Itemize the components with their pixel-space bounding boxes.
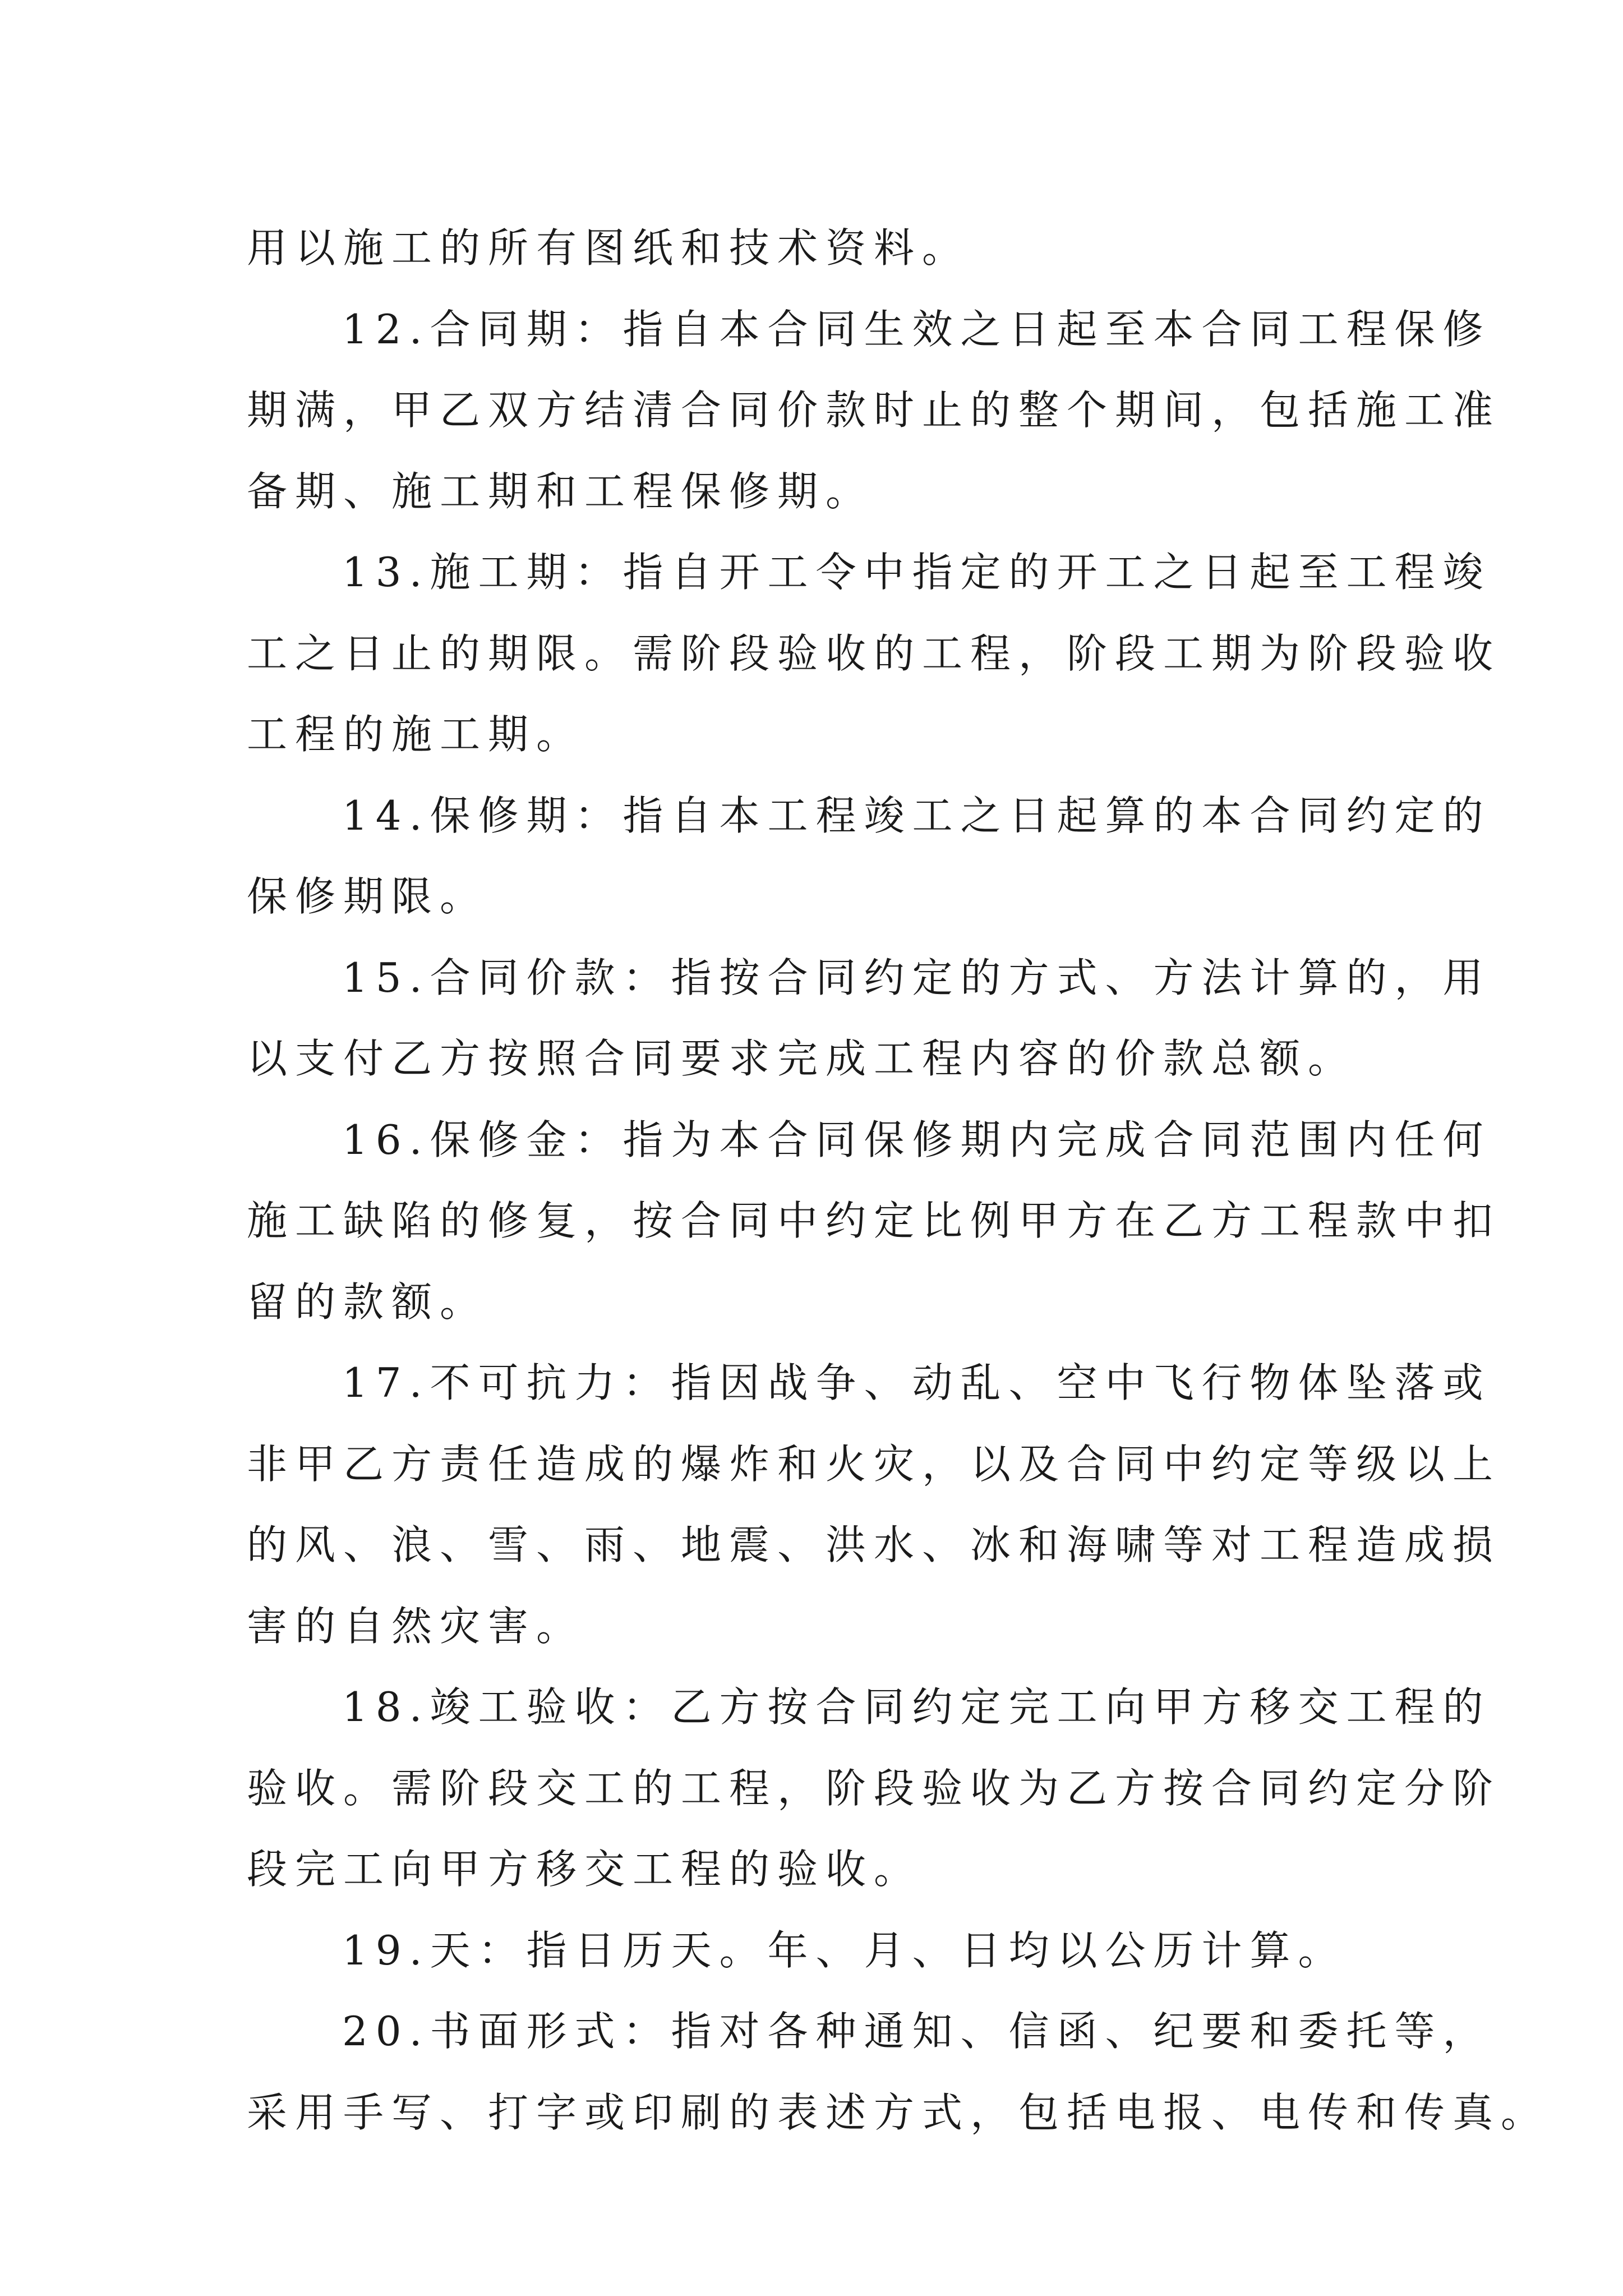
clause-12-line-1: 12.合同期：指自本合同生效之日起至本合同工程保修 — [342, 305, 1491, 353]
clause-17-line-1: 17.不可抗力：指因战争、动乱、空中飞行物体坠落或 — [342, 1359, 1491, 1406]
clause-13-line-3: 工程的施工期。 — [247, 711, 585, 758]
clause-16-line-3: 留的款额。 — [247, 1278, 488, 1326]
clause-12-line-3: 备期、施工期和工程保修期。 — [247, 467, 874, 515]
clause-15-line-2: 以支付乙方按照合同要求完成工程内容的价款总额。 — [247, 1035, 1357, 1082]
body-text — [247, 208, 1550, 2153]
clause-15-line-1: 15.合同价款：指按合同约定的方式、方法计算的，用 — [342, 954, 1491, 1001]
clause-14-line-1: 14.保修期：指自本工程竣工之日起算的本合同约定的 — [342, 792, 1491, 839]
clause-19-line-1: 19.天：指日历天。年、月、日均以公历计算。 — [342, 1926, 1347, 1974]
clause-13-line-2: 工之日止的期限。需阶段验收的工程，阶段工期为阶段验收 — [247, 629, 1501, 677]
clause-18-line-2: 验收。需阶段交工的工程，阶段验收为乙方按合同约定分阶 — [247, 1764, 1501, 1812]
clause-17-line-3: 的风、浪、雪、雨、地震、洪水、冰和海啸等对工程造成损 — [247, 1521, 1501, 1568]
clause-18-line-3: 段完工向甲方移交工程的验收。 — [247, 1846, 923, 1893]
clause-17-line-2: 非甲乙方责任造成的爆炸和火灾，以及合同中约定等级以上 — [247, 1440, 1501, 1488]
clause-12-line-2: 期满，甲乙双方结清合同价款时止的整个期间，包括施工准 — [247, 386, 1501, 434]
clause-18-line-1: 18.竣工验收：乙方按合同约定完工向甲方移交工程的 — [342, 1683, 1491, 1731]
clause-17-line-4: 害的自然灾害。 — [247, 1602, 585, 1650]
clause-16-line-2: 施工缺陷的修复，按合同中约定比例甲方在乙方工程款中扣 — [247, 1197, 1501, 1244]
clause-16-line-1: 16.保修金：指为本合同保修期内完成合同范围内任何 — [342, 1116, 1491, 1163]
clause-20-line-2: 采用手写、打字或印刷的表述方式，包括电报、电传和传真。 — [247, 2088, 1550, 2136]
clause-14-line-2: 保修期限。 — [247, 873, 488, 920]
clause-13-line-1: 13.施工期：指自开工令中指定的开工之日起至工程竣 — [342, 549, 1491, 596]
clause-20-line-1: 20.书面形式：指对各种通知、信函、纪要和委托等， — [342, 2008, 1491, 2055]
continuation-line: 用以施工的所有图纸和技术资料。 — [247, 224, 971, 272]
